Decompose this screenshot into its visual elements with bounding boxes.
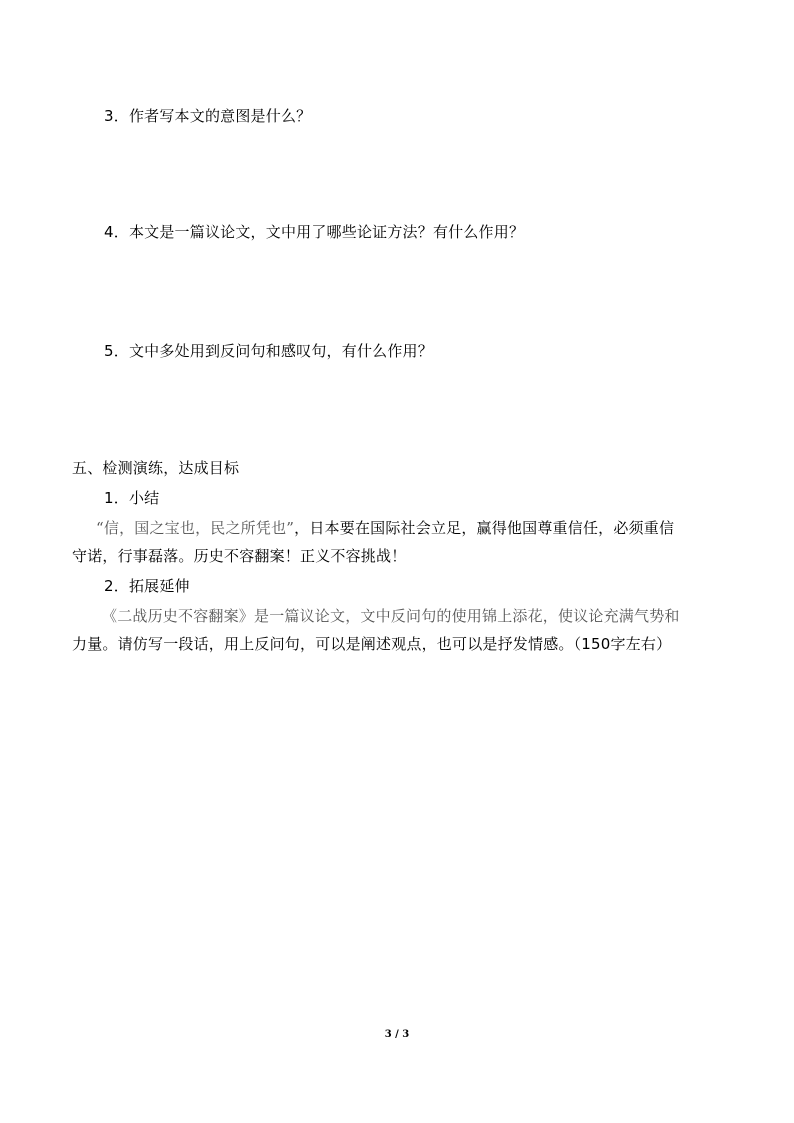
question-4: 4．本文是一篇议论文，文中用了哪些论证方法？有什么作用？ [104, 223, 525, 241]
extension-title: 2．拓展延伸 [104, 577, 190, 595]
page-number: 3 / 3 [384, 1029, 410, 1040]
section-heading: 五、检测演练，达成目标 [72, 459, 240, 477]
summary-line-2: 守诺，行事磊落。历史不容翻案！正义不容挑战！ [72, 547, 407, 565]
extension-line-1: 《二战历史不容翻案》是一篇议论文，文中反问句的使用锦上添花，使议论充满气势和 [102, 607, 680, 625]
question-3: 3．作者写本文的意图是什么？ [104, 107, 312, 125]
summary-quote: “信，国之宝也，民之所凭也” [96, 519, 295, 537]
extension-line-2: 力量。请仿写一段话，用上反问句，可以是阐述观点，也可以是抒发情感。（150字左右） [72, 635, 672, 653]
summary-title: 1．小结 [104, 489, 160, 507]
summary-line-1 [96, 518, 674, 538]
question-5: 5．文中多处用到反问句和感叹句，有什么作用？ [104, 342, 433, 360]
summary-line-1-rest: ，日本要在国际社会立足，赢得他国尊重信任，必须重信 [294, 519, 675, 537]
